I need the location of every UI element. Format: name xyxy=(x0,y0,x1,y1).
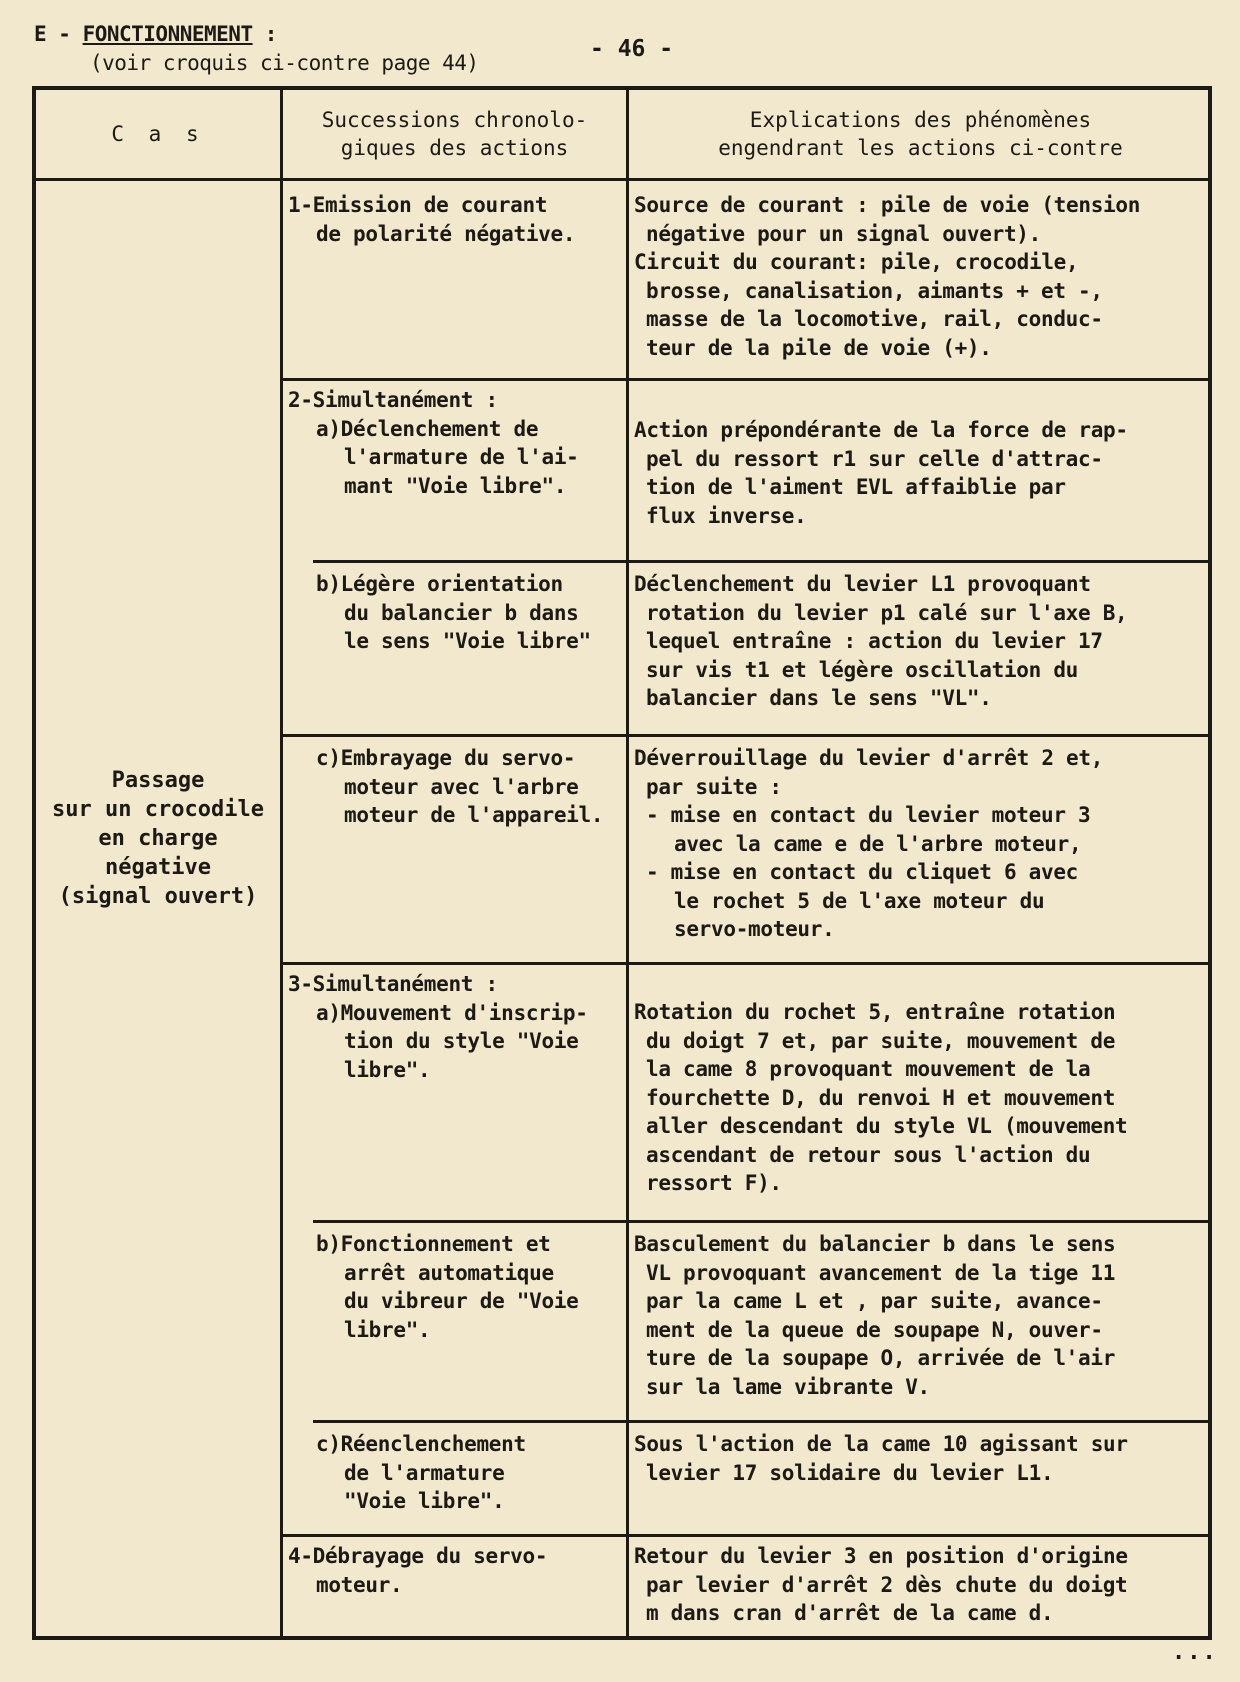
section-title: FONCTIONNEMENT xyxy=(82,22,253,46)
row-2a-sequence xyxy=(288,386,622,500)
column-header-sequence xyxy=(283,90,626,178)
row-2a-explanation xyxy=(634,416,1210,530)
row-3a-sequence xyxy=(288,970,622,1084)
cell-line: de polarité négative. xyxy=(316,221,576,246)
cell-line: Retour du levier 3 en position d'origine xyxy=(634,1544,1128,1568)
row-divider-7 xyxy=(283,1534,1212,1537)
row-4-sequence xyxy=(288,1542,622,1599)
row-1-explanation xyxy=(634,191,1210,362)
row-3b-explanation xyxy=(634,1230,1210,1401)
row-2b-explanation xyxy=(634,570,1210,713)
row-2c-explanation xyxy=(634,744,1210,944)
cell-line: rotation du levier p1 calé sur l'axe B, xyxy=(646,600,1128,625)
row-3c-explanation xyxy=(634,1430,1210,1487)
cell-line: 4-Débrayage du servo- xyxy=(288,1544,548,1568)
cell-line: Source de courant : pile de voie (tension xyxy=(634,193,1141,217)
cell-line: VL provoquant avancement de la tige 11 xyxy=(646,1260,1116,1285)
row-3b-sequence xyxy=(288,1230,622,1344)
cell-line: "Voie libre". xyxy=(344,1489,505,1513)
cell-line: du balancier b dans xyxy=(344,600,579,625)
cell-line: Déclenchement du levier L1 provoquant xyxy=(634,572,1091,596)
row-4-explanation xyxy=(634,1542,1210,1628)
cell-line: Rotation du rochet 5, entraîne rotation xyxy=(634,1000,1116,1024)
cell-line: Déverrouillage du levier d'arrêt 2 et, xyxy=(634,746,1104,770)
column-header-cas: C a s xyxy=(111,122,205,146)
cell-line: Basculement du balancier b dans le sens xyxy=(634,1232,1116,1256)
cell-line: b)Légère orientation xyxy=(316,572,563,596)
cell-line: sur vis t1 et légère oscillation du xyxy=(646,657,1079,682)
column-divider-2 xyxy=(626,90,629,1636)
cell-line: négative pour un signal ouvert). xyxy=(646,221,1041,246)
page-number: - 46 - xyxy=(590,36,674,62)
cell-line: pel du ressort r1 sur celle d'attrac- xyxy=(646,446,1103,471)
cell-line: du doigt 7 et, par suite, mouvement de xyxy=(646,1028,1116,1053)
row-divider-5 xyxy=(313,1220,1212,1223)
cell-line: m dans cran d'arrêt de la came d. xyxy=(646,1601,1054,1625)
cell-line: lequel entraîne : action du levier 17 xyxy=(646,629,1103,653)
cell-line: de l'armature xyxy=(344,1460,505,1485)
case-line: Passage xyxy=(111,768,205,793)
cell-line: levier 17 solidaire du levier L1. xyxy=(646,1460,1054,1485)
row-2c-sequence xyxy=(288,744,622,830)
cell-line: b)Fonctionnement et xyxy=(316,1232,551,1256)
section-prefix: E - xyxy=(34,22,83,46)
section-title-line xyxy=(34,20,479,49)
cell-line: mant "Voie libre". xyxy=(344,473,567,498)
cell-line: teur de la pile de voie (+). xyxy=(646,335,992,360)
cell-line: a)Déclenchement de xyxy=(316,416,539,441)
cell-line: Circuit du courant: pile, crocodile, xyxy=(634,250,1079,274)
cell-line: moteur avec l'arbre xyxy=(344,774,579,799)
cell-line: sur la lame vibrante V. xyxy=(646,1374,930,1399)
continuation-dots: ... xyxy=(1172,1640,1218,1665)
cell-line: le sens "Voie libre" xyxy=(344,629,591,653)
cell-line: servo-moteur. xyxy=(674,917,835,941)
section-suffix: : xyxy=(252,22,277,46)
case-line: en charge xyxy=(98,826,218,851)
cell-line: le rochet 5 de l'axe moteur du xyxy=(674,888,1045,913)
cell-line: libre". xyxy=(344,1057,431,1082)
cell-line: par levier d'arrêt 2 dès chute du doigt xyxy=(646,1572,1128,1597)
cell-line: c)Embrayage du servo- xyxy=(316,746,576,770)
cell-line: ascendant de retour sous l'action du xyxy=(646,1142,1091,1167)
operation-table xyxy=(32,86,1212,1640)
cell-line: 3-Simultanément : xyxy=(288,972,498,996)
row-1-sequence xyxy=(288,191,622,248)
cell-line: masse de la locomotive, rail, conduc- xyxy=(646,307,1103,331)
row-2b-sequence xyxy=(288,570,622,656)
cell-line: ment de la queue de soupape N, ouver- xyxy=(646,1317,1103,1342)
row-divider-2 xyxy=(313,560,1212,563)
case-line: négative xyxy=(105,855,211,880)
cell-line: par suite : xyxy=(646,774,782,799)
case-label xyxy=(36,766,280,911)
cell-line: tion de l'aiment EVL affaiblie par xyxy=(646,475,1066,499)
cell-line: tion du style "Voie xyxy=(344,1029,579,1053)
section-header xyxy=(34,20,479,78)
row-divider-1 xyxy=(283,378,1212,381)
cell-line: 2-Simultanément : xyxy=(288,388,498,412)
column-header-explanation-line1: Explications des phénomènes xyxy=(749,108,1092,132)
column-divider-1 xyxy=(280,90,283,1636)
cell-line: du vibreur de "Voie xyxy=(344,1289,579,1313)
cell-line: - mise en contact du cliquet 6 avec xyxy=(646,860,1079,884)
cell-line: arrêt automatique xyxy=(344,1260,554,1285)
cell-line: fourchette D, du renvoi H et mouvement xyxy=(646,1085,1116,1110)
column-header-explanation xyxy=(629,90,1212,178)
cell-line: moteur. xyxy=(316,1572,403,1597)
sketch-reference: (voir croquis ci-contre page 44) xyxy=(90,51,479,75)
case-line: (signal ouvert) xyxy=(58,884,258,909)
cell-line: ressort F). xyxy=(646,1171,782,1195)
cell-line: a)Mouvement d'inscrip- xyxy=(316,1000,588,1025)
cell-line: - mise en contact du levier moteur 3 xyxy=(646,803,1091,827)
row-divider-6 xyxy=(313,1420,1212,1423)
cell-line: libre". xyxy=(344,1317,431,1342)
cell-line: avec la came e de l'arbre moteur, xyxy=(674,831,1082,856)
cell-line: ture de la soupape O, arrivée de l'air xyxy=(646,1346,1116,1370)
cell-line: brosse, canalisation, aimants + et -, xyxy=(646,278,1103,303)
cell-line: aller descendant du style VL (mouvement xyxy=(646,1114,1128,1138)
cell-line: la came 8 provoquant mouvement de la xyxy=(646,1057,1091,1081)
cell-line: c)Réenclenchement xyxy=(316,1432,526,1456)
cell-line: par la came L et , par suite, avance- xyxy=(646,1289,1103,1313)
header-divider xyxy=(36,178,1212,181)
cell-line: l'armature de l'ai- xyxy=(344,445,579,469)
cell-line: moteur de l'appareil. xyxy=(344,803,604,827)
cell-line: Sous l'action de la came 10 agissant sur xyxy=(634,1432,1128,1456)
column-header-sequence-line2: giques des actions xyxy=(340,136,569,160)
cell-line: 1-Emission de courant xyxy=(288,193,548,217)
cell-line: Action prépondérante de la force de rap- xyxy=(634,418,1128,442)
row-divider-4 xyxy=(283,962,1212,965)
cell-line: flux inverse. xyxy=(646,503,807,528)
row-3a-explanation xyxy=(634,998,1210,1198)
cell-line: balancier dans le sens "VL". xyxy=(646,686,992,710)
row-3c-sequence xyxy=(288,1430,622,1516)
case-line: sur un crocodile xyxy=(52,797,264,822)
column-header-explanation-line2: engendrant les actions ci-contre xyxy=(718,136,1123,160)
row-divider-3 xyxy=(283,734,1212,737)
column-header-sequence-line1: Successions chronolo- xyxy=(321,108,588,132)
